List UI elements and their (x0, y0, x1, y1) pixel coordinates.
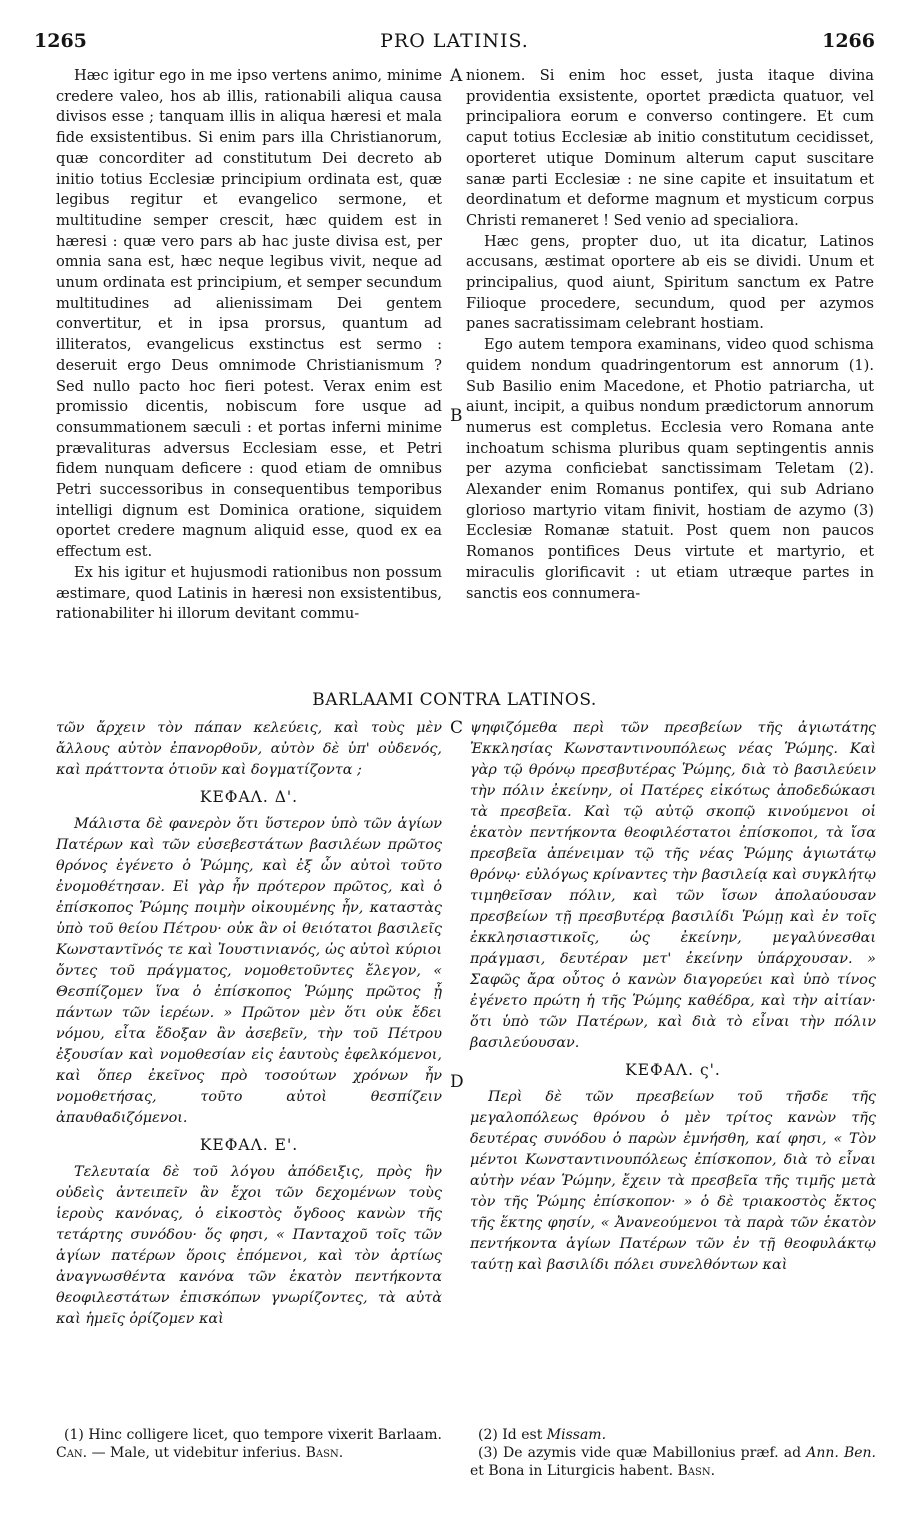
latin-paragraph: nionem. Si enim hoc esset, justa itaque divina providentia exsistente, oportet prædicta quatuor, vel principaliora eorum e converso contingere. Et cum caput totius Ecclesiæ ab initio constitutum cecidisset, oporteret utique Dominum alterum caput suscitare sanæ parti Ecclesiæ : ne sine capite et insuitatum et deordinatum et deforme magnum et mysticum corpus Christi remaneret ! Sed venio ad specialiora. (466, 67, 874, 229)
footnote-2: (2) Id est Missam. (478, 1427, 607, 1443)
greek-column-left (56, 718, 442, 1330)
latin-column-right (466, 66, 874, 604)
latin-paragraph: Hæc gens, propter duo, ut ita dicatur, Latinos accusans, æstimat oportere ab eis se dividi. Unum et principalius, quod aiunt, Spiritum sanctum ex Patre Filioque procedere, secundum, quod per azymos panes sacratissimam celebrant hostiam. (466, 232, 874, 333)
chapter-heading: ΚΕΦΑΛ. ς'. (625, 1061, 721, 1079)
page-number-right: 1266 (822, 30, 875, 52)
footnote-1: (1) Hinc colligere licet, quo tempore vixerit Barlaam. Can. — Male, ut videbitur inferius. Basn. (56, 1427, 442, 1461)
latin-column-left (56, 66, 442, 625)
chapter-heading: ΚΕΦΑΛ. Ε'. (199, 1136, 299, 1154)
margin-letter-a: A (450, 66, 463, 86)
chapter-heading: ΚΕΦΑΛ. Δ'. (199, 788, 299, 806)
footnotes-left (56, 1426, 442, 1462)
greek-paragraph: ψηφιζόμεθα περὶ τῶν πρεσβείων τῆς ἁγιωτάτης Ἐκκλησίας Κωνσταντινουπόλεως νέας Ῥώμης. Καὶ γὰρ τῷ θρόνῳ πρεσβυτέρας Ῥώμης, διὰ τὸ βασιλεύειν τὴν πόλιν ἐκείνην, οἱ Πατέρες εἰκότως ἀποδεδώκασι τὰ πρεσβεῖα. Καὶ τῷ αὐτῷ σκοπῷ κινούμενοι οἱ ἑκατὸν πεντήκοντα θεοφιλέστατοι ἐπίσκοποι, τὰ ἴσα πρεσβεῖα ἀπένειμαν τῷ τῆς νέας Ῥώμης ἁγιωτάτῳ θρόνῳ· εὐλόγως κρίναντες τὴν βασιλείᾳ καὶ συγκλήτῳ τιμηθεῖσαν πόλιν, καὶ τῶν ἴσων ἀπολαύουσαν πρεσβείων τῇ πρεσβυτέρᾳ βασιλίδι Ῥώμῃ καὶ ἐν τοῖς ἐκκλησιαστικοῖς, ὡς ἐκείνην, μεγαλύνεσθαι πράγμασι, δευτέραν μετ' ἐκείνην ὑπάρχουσαν. » Σαφῶς ἄρα οὗτος ὁ κανὼν διαγορεύει καὶ ὑπὸ τίνος ἐγένετο πρώτη ἡ τῆς Ῥώμης καθέδρα, καὶ τὴν αἰτίαν· ὅτι ὑπὸ τῶν Πατέρων, καὶ διὰ τὸ εἶναι τὴν πόλιν βασιλεύουσαν. (470, 720, 876, 1051)
greek-paragraph: Τελευταία δὲ τοῦ λόγου ἀπόδειξις, πρὸς ἣν οὐδεὶς ἀντειπεῖν ἂν ἔχοι τῶν δεχομένων τοὺς ἱεροὺς κανόνας, ὁ εἰκοστὸς ὄγδοος κανὼν τῆς τετάρτης συνόδου· ὅς φησι, « Πανταχοῦ τοῖς τῶν ἁγίων πατέρων ὅροις ἑπόμενοι, καὶ τὸν ἀρτίως ἀναγνωσθέντα κανόνα τῶν ἑκατὸν πεντήκοντα θεοφιλεστάτων ἐπισκόπων γνωρίζοντες, τὰ αὐτὰ καὶ ἡμεῖς ὁρίζομεν καὶ (56, 1164, 442, 1327)
section-title: BARLAAMI CONTRA LATINOS. (312, 690, 597, 710)
greek-paragraph: Μάλιστα δὲ φανερὸν ὅτι ὕστερον ὑπὸ τῶν ἁγίων Πατέρων καὶ τῶν εὐσεβεστάτων βασιλέων πρῶτος θρόνος ἐγένετο ὁ Ῥώμης, καὶ ἐξ ὧν αὐτοὶ τοῦτο ἐνομοθέτησαν. Εἰ γὰρ ἦν πρότερον πρῶτος, καὶ ὁ ἐπίσκοπος Ῥώμης ποιμὴν οἰκουμένης ἦν, καταστὰς ὑπὸ τοῦ θείου Πέτρου· οὐκ ἂν οἱ θειότατοι βασιλεῖς Κωνσταντῖνός τε καὶ Ἰουστινιανός, ὡς αὐτοὶ κύριοι ὄντες τοῦ πράγματος, νομοθετοῦντες ἔλεγον, « Θεσπίζομεν ἵνα ὁ ἐπίσκοπος Ῥώμης πρῶτος ᾖ πάντων τῶν ἱερέων. » Πρῶτον μὲν ὅτι οὐκ ἔδει νόμου, εἶτα ἔδοξαν ἂν ἀσεβεῖν, τὴν τοῦ Πέτρου ἐξουσίαν καὶ νομοθεσίαν εἰς ἑαυτοὺς ἐφελκόμενοι, καὶ ὅπερ ἐκεῖνος πρὸ τοσούτων χρόνων ἦν νομοθετήσας, τοῦτο αὐτοὶ θεσπίζειν ἀπαυθαδιζόμενοι. (56, 816, 442, 1126)
latin-paragraph: Hæc igitur ego in me ipso vertens animo, minime credere valeo, hos ab illis, rationabili aliqua causa divisos esse ; tanquam illis in aliqua hæresi et mala fide exsistentibus. Si enim pars illa Christianorum, quæ concorditer ad constitutum Dei decreto ab initio totius Ecclesiæ principium ordinata est, quæ legibus regitur et evangelico sermone, et multitudine semper crescit, hæc quidem est in hæresi : quæ vero pars ab hac juste divisa est, per omnia sana est, hæc neque legibus vivit, neque ad unum ordinata est principium, et semper secundum multitudines ad alienissimam Dei gentem convertitur, et in ipsa prorsus, quantum ad illiteratos, evangelicus exstinctus est sermo : deseruit ergo Deus omnimode Christianismum ? Sed nullo pacto hoc fieri potest. Verax enim est promissio dicentis, nobiscum fore usque ad consummationem sæculi : et portas inferni minime prævalituras adversus Ecclesiam esse, et Petri fidem nunquam deficere : quod etiam de omnibus Petri successoribus in consequentibus temporibus intelligi dignum est Dominica oratione, siquidem oportet credere magnum aliquid esse, quod ex ea effectum est. (56, 67, 442, 561)
footnote-3: (3) De azymis vide quæ Mabillonius præf. ad Ann. Ben. et Bona in Liturgicis habent. Basn. (470, 1445, 876, 1479)
latin-paragraph: Ex his igitur et hujusmodi rationibus non possum æstimare, quod Latinis in hæresi non exsistentibus, rationabiliter hi illorum devitant commu- (56, 563, 442, 623)
greek-paragraph: τῶν ἄρχειν τὸν πάπαν κελεύεις, καὶ τοὺς μὲν ἄλλους αὐτὸν ἐπανορθοῦν, αὐτὸν δὲ ὑπ' οὐδενός, καὶ πράττοντα ὁτιοῦν καὶ δογματίζοντα ; (56, 720, 442, 778)
margin-letter-d: D (450, 1072, 464, 1092)
greek-paragraph: Περὶ δὲ τῶν πρεσβείων τοῦ τῆσδε τῆς μεγαλοπόλεως θρόνου ὁ μὲν τρίτος κανὼν τῆς δευτέρας συνόδου ὁ παρὼν ἐμνήσθη, καί φησι, « Τὸν μέντοι Κωνσταντινουπόλεως ἐπίσκοπον, διὰ τὸ εἶναι αὐτὴν νέαν Ῥώμην, ἔχειν τὰ πρεσβεῖα τῆς τιμῆς μετὰ τὸν τῆς Ῥώμης ἐπίσκοπον· » ὁ δὲ τριακοστὸς ἔκτος τῆς ἕκτης φησίν, « Ἀνανεούμενοι τὰ παρὰ τῶν ἑκατὸν πεντήκοντα ἁγίων Πατέρων τῶν ἐν τῇ θεοφυλάκτῳ ταύτῃ καὶ βασιλίδι πόλει συνελθόντων καὶ (470, 1089, 876, 1273)
running-header (34, 30, 875, 56)
running-title: PRO LATINIS. (380, 30, 529, 52)
page-number-left: 1265 (34, 30, 87, 52)
greek-column-right (470, 718, 876, 1276)
margin-letter-b: B (450, 406, 463, 426)
latin-paragraph: Ego autem tempora examinans, video quod schisma quidem nondum quadringentorum est annorum (1). Sub Basilio enim Macedone, et Photio patriarcha, ut aiunt, incipit, a quibus nondum prædictorum annorum numerus est completus. Ecclesia vero Romana ante inchoatum schisma pluribus quam septingentis annis per azyma conficiebat sanctissimam Teletam (2). Alexander enim Romanus pontifex, qui sub Adriano glorioso martyrio vitam finivit, hostiam de azymo (3) Ecclesiæ Romanæ statuit. Post quem non paucos Romanos pontifices Deus virtute et martyrio, et miraculis glorificavit : ut etiam utræque partes in sanctis eos connumera- (466, 336, 874, 602)
margin-letter-c: C (450, 718, 464, 738)
footnotes-right (470, 1426, 876, 1480)
